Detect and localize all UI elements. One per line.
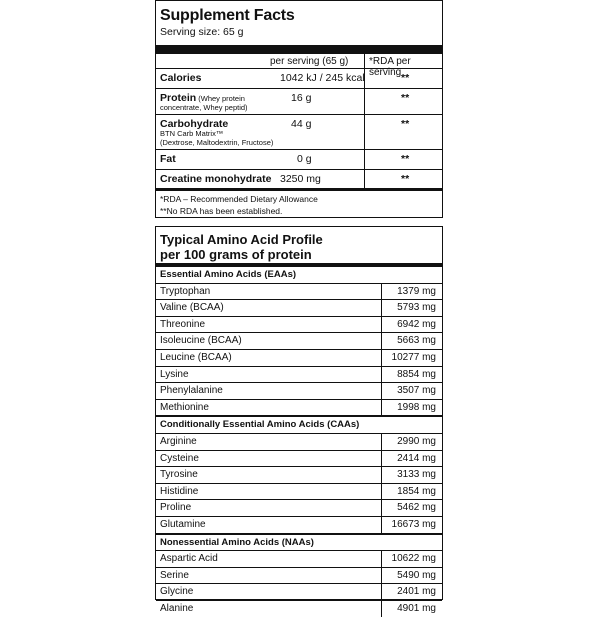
category-essential: Essential Amino Acids (EAAs) <box>160 269 297 280</box>
amino-row: Proline 5462 mg <box>156 499 442 516</box>
amino-row: Leucine (BCAA) 10277 mg <box>156 349 442 366</box>
amino-row: Valine (BCAA) 5793 mg <box>156 299 442 316</box>
nutrient-subtext: BTN Carb Matrix™ <box>160 129 224 138</box>
nutrient-rda: ** <box>401 153 410 165</box>
amino-row: Lysine 8854 mg <box>156 366 442 383</box>
rda-header: *RDA per serving <box>369 56 411 78</box>
serving-size: Serving size: 65 g <box>160 26 244 38</box>
nutrient-rda: ** <box>401 72 410 84</box>
footnote-rda: *RDA – Recommended Dietary Allowance <box>160 194 318 204</box>
amino-row: Threonine 6942 mg <box>156 316 442 333</box>
nutrient-rda: ** <box>401 118 410 130</box>
amino-row: Phenylalanine 3507 mg <box>156 382 442 399</box>
nutrient-amount: 1042 kJ / 245 kcal <box>280 72 365 84</box>
nutrient-name: Creatine monohydrate <box>160 173 272 185</box>
amino-row: Alanine 4901 mg <box>156 600 442 617</box>
amino-row: Histidine 1854 mg <box>156 483 442 500</box>
nutrient-subtext: (Dextrose, Maltodextrin, Fructose) <box>160 138 274 147</box>
nutrient-name: Calories <box>160 72 202 84</box>
nutrient-amount: 3250 mg <box>280 173 321 185</box>
nutrient-name: Carbohydrate <box>160 118 229 130</box>
amino-row: Cysteine 2414 mg <box>156 450 442 467</box>
amino-acid-profile-panel <box>155 226 443 614</box>
nutrient-row-fat <box>156 149 442 169</box>
nutrient-row-calories <box>156 68 442 88</box>
amino-row: Isoleucine (BCAA) 5663 mg <box>156 332 442 349</box>
category-nonessential: Nonessential Amino Acids (NAAs) <box>156 533 442 551</box>
supplement-facts-title: Supplement Facts <box>160 7 295 24</box>
nutrient-amount: 16 g <box>291 92 312 104</box>
amino-row: Arginine 2990 mg <box>156 433 442 450</box>
amino-profile-title: Typical Amino Acid Profile per 100 grams of protein <box>160 232 323 262</box>
nutrient-row-protein <box>156 88 442 114</box>
per-serving-header: per serving (65 g) <box>270 56 349 67</box>
nutrient-name: Fat <box>160 153 176 165</box>
column-divider <box>364 150 365 169</box>
amino-row: Glutamine 16673 mg <box>156 516 442 533</box>
nutrient-row-carbohydrate <box>156 114 442 149</box>
column-divider <box>364 115 365 149</box>
nutrient-subtext: concentrate, Whey peptid) <box>160 103 248 112</box>
nutrient-row-creatine <box>156 169 442 188</box>
amino-row: Tyrosine 3133 mg <box>156 466 442 483</box>
column-divider <box>364 170 365 188</box>
column-divider <box>364 89 365 114</box>
column-divider <box>364 54 365 68</box>
nutrient-amount: 0 g <box>297 153 312 165</box>
nutrient-rda: ** <box>401 92 410 104</box>
column-divider <box>364 69 365 88</box>
nutrient-amount: 44 g <box>291 118 312 130</box>
amino-row: Methionine 1998 mg <box>156 399 442 416</box>
amino-row: Serine 5490 mg <box>156 567 442 584</box>
nutrient-name: Protein (Whey protein <box>160 92 245 104</box>
amino-row: Tryptophan 1379 mg <box>156 283 442 300</box>
footnote-no-rda: **No RDA has been established. <box>160 206 283 216</box>
supplement-facts-panel <box>155 0 443 218</box>
nutrient-rda: ** <box>401 173 410 185</box>
amino-row: Aspartic Acid 10622 mg <box>156 550 442 567</box>
footnotes <box>156 188 442 217</box>
category-conditionally-essential: Conditionally Essential Amino Acids (CAAs) <box>156 415 442 433</box>
thick-divider <box>156 45 442 54</box>
amino-row: Glycine 2401 mg <box>156 583 442 600</box>
